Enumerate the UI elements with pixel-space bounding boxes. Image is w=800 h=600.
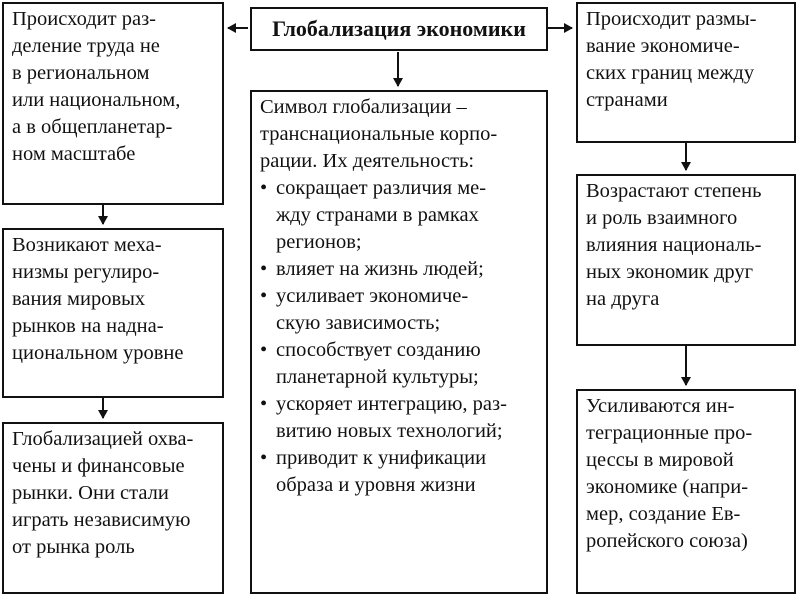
text-line: и роль взаимного	[586, 207, 738, 229]
bullet-item	[260, 256, 538, 283]
left-box-2	[2, 228, 224, 398]
bullet-text: влияет на жизнь людей;	[276, 258, 484, 280]
bullet-text: скую зависимость;	[276, 312, 441, 334]
text-line: вания мировых	[12, 288, 146, 310]
text-line: деление труда не	[12, 35, 160, 57]
diagram-title: Глобализация экономики	[272, 16, 526, 41]
right-box-1	[576, 2, 796, 143]
text-line: Усиливаются ин-	[586, 395, 735, 417]
bullet-icon: •	[260, 447, 268, 469]
bullet-item	[260, 283, 538, 310]
bullet-icon: •	[260, 339, 268, 361]
bullet-text: планетарной культуры;	[276, 366, 479, 388]
text-line: экономике (напри-	[586, 476, 749, 498]
text-line: или национальном,	[12, 89, 181, 111]
text-line: Происходит раз-	[12, 8, 156, 30]
bullet-item	[260, 445, 538, 472]
text-line: от рынка роль	[12, 536, 135, 558]
text-line: цессы в мировой	[586, 449, 734, 471]
text-line: ропейского союза)	[586, 530, 748, 552]
bullet-text: витию новых технологий;	[276, 420, 503, 442]
bullet-text: приводит к унификации	[276, 447, 487, 469]
text-line: Глобализацией охва-	[12, 428, 194, 450]
text-line: теграционные про-	[586, 422, 753, 444]
bullet-text: образа и уровня жизни	[276, 474, 476, 496]
center-box	[250, 90, 548, 594]
text-line: в региональном	[12, 62, 150, 84]
title-box	[250, 7, 548, 51]
text-line: ных экономик друг	[586, 261, 754, 283]
text-line: Происходит размы-	[586, 8, 757, 30]
text-line: циональном уровне	[12, 342, 184, 364]
intro-line: Символ глобализации –	[260, 96, 467, 118]
bullet-text: способствует созданию	[276, 339, 481, 361]
bullet-text: сокращает различия ме-	[276, 177, 487, 199]
text-line: Возрастают степень	[586, 180, 762, 202]
bullet-icon: •	[260, 258, 268, 280]
right-box-3	[576, 389, 796, 594]
bullet-icon: •	[260, 177, 268, 199]
bullet-text: жду странами в рамках	[276, 204, 479, 226]
intro-line: рации. Их деятельность:	[260, 150, 475, 172]
bullet-item	[260, 337, 538, 364]
bullet-text: усиливает экономиче-	[276, 285, 469, 307]
text-line: ном масштабе	[12, 143, 136, 165]
text-line: чены и финансовые	[12, 455, 185, 477]
text-line: рынков на надна-	[12, 315, 164, 337]
bullet-item	[260, 175, 538, 202]
text-line: мер, создание Ев-	[586, 503, 741, 525]
bullet-icon: •	[260, 285, 268, 307]
bullet-item	[260, 391, 538, 418]
text-line: играть независимую	[12, 509, 191, 531]
right-box-2	[576, 174, 796, 346]
text-line: на друга	[586, 288, 660, 310]
text-line: вание экономиче-	[586, 35, 740, 57]
text-line: низмы регулиро-	[12, 261, 160, 283]
text-line: а в общепланетар-	[12, 116, 173, 138]
left-box-3	[2, 422, 224, 594]
text-line: рынки. Они стали	[12, 482, 169, 504]
bullet-text: ускоряет интеграцию, раз-	[276, 393, 507, 415]
bullet-text: регионов;	[276, 231, 362, 253]
intro-line: транснациональные корпо-	[260, 123, 498, 145]
text-line: странами	[586, 89, 668, 111]
left-box-1	[2, 2, 224, 205]
bullet-icon: •	[260, 393, 268, 415]
text-line: Возникают меха-	[12, 234, 162, 256]
text-line: влияния националь-	[586, 234, 762, 256]
text-line: ских границ между	[586, 62, 755, 84]
